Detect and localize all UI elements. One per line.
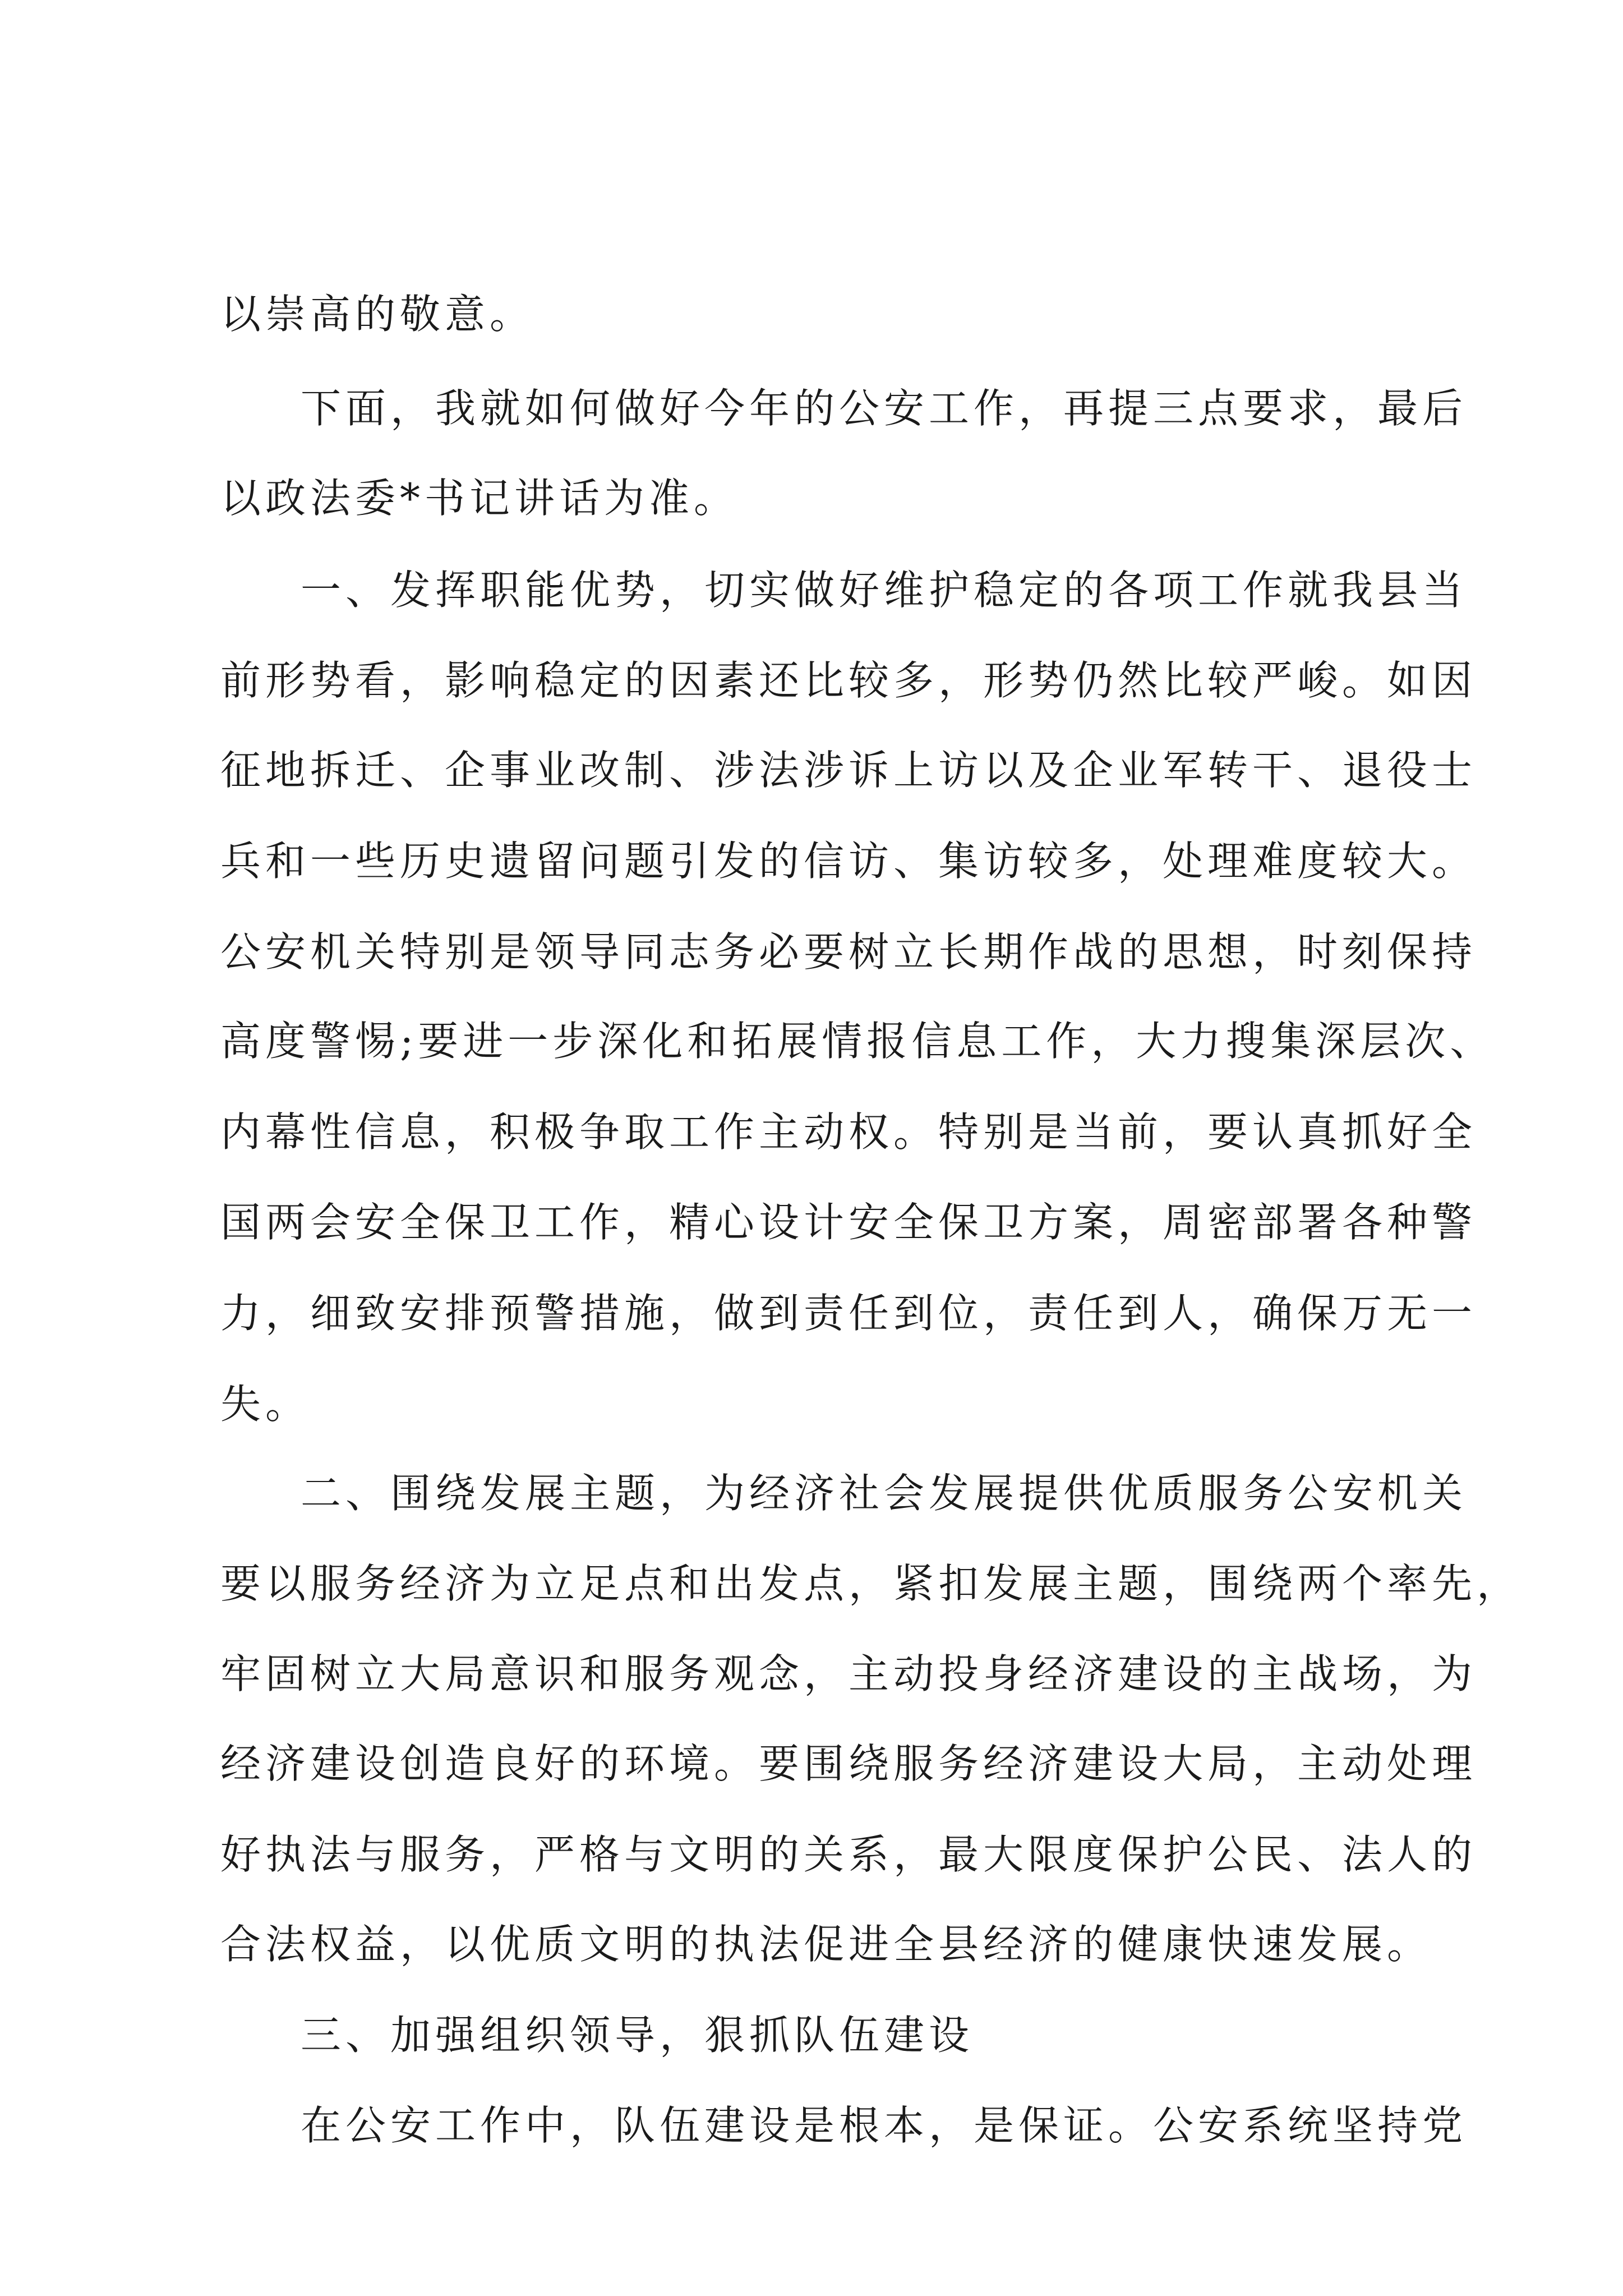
text-line: 征地拆迁、企事业改制、涉法涉诉上访以及企业军转干、退役士	[220, 747, 1477, 794]
text-line: 牢固树立大局意识和服务观念，主动投身经济建设的主战场，为	[220, 1650, 1477, 1697]
text-line: 公安机关特别是领导同志务必要树立长期作战的思想，时刻保持	[220, 928, 1477, 976]
text-line: 经济建设创造良好的环境。要围绕服务经济建设大局，主动处理	[220, 1740, 1477, 1787]
text-line: 内幕性信息，积极争取工作主动权。特别是当前，要认真抓好全	[220, 1108, 1477, 1156]
text-line: 高度警惕;要进一步深化和拓展情报信息工作，大力搜集深层次、	[220, 1018, 1495, 1065]
text-line: 合法权益，以优质文明的执法促进全县经济的健康快速发展。	[220, 1921, 1432, 1968]
text-line: 要以服务经济为立足点和出发点，紧扣发展主题，围绕两个率先，	[220, 1560, 1522, 1607]
text-line: 好执法与服务，严格与文明的关系，最大限度保护公民、法人的	[220, 1831, 1477, 1878]
text-line: 失。	[220, 1381, 311, 1428]
text-line: 力，细致安排预警措施，做到责任到位，责任到人，确保万无一	[220, 1290, 1477, 1337]
text-line: 二、围绕发展主题，为经济社会发展提供优质服务公安机关	[301, 1470, 1468, 1517]
text-line: 下面，我就如何做好今年的公安工作，再提三点要求，最后	[301, 385, 1468, 432]
text-line: 三、加强组织领导，狠抓队伍建设	[301, 2012, 974, 2059]
text-line: 一、发挥职能优势，切实做好维护稳定的各项工作就我县当	[301, 567, 1468, 614]
text-line: 以政法委*书记讲话为准。	[220, 475, 739, 522]
text-line: 以崇高的敬意。	[220, 291, 535, 338]
text-line: 国两会安全保卫工作，精心设计安全保卫方案，周密部署各种警	[220, 1199, 1477, 1246]
text-line: 前形势看，影响稳定的因素还比较多，形势仍然比较严峻。如因	[220, 657, 1477, 704]
text-line: 在公安工作中，队伍建设是根本，是保证。公安系统坚持党	[301, 2102, 1468, 2149]
text-line: 兵和一些历史遗留问题引发的信访、集访较多，处理难度较大。	[220, 838, 1477, 885]
